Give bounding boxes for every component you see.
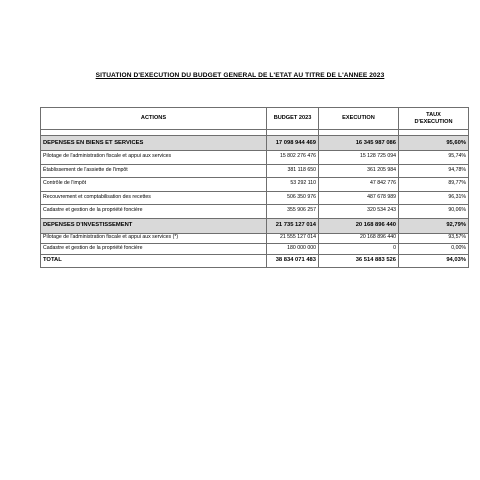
row-taux: 94,78% bbox=[399, 164, 469, 178]
table-row bbox=[41, 233, 469, 244]
section-row-investissement bbox=[41, 218, 469, 233]
row-taux: 89,77% bbox=[399, 178, 469, 192]
row-execution: 20 168 896 440 bbox=[319, 233, 399, 244]
total-row bbox=[41, 254, 469, 267]
table-row bbox=[41, 191, 469, 205]
table-row bbox=[41, 244, 469, 255]
table-header-row bbox=[41, 108, 469, 130]
row-action: Pilotage de l'administration fiscale et appui aux services (*) bbox=[41, 233, 267, 244]
row-budget: 180 000 000 bbox=[267, 244, 319, 255]
row-action: Recouvrement et comptabilisation des recettes bbox=[41, 191, 267, 205]
row-taux: 95,74% bbox=[399, 151, 469, 165]
row-execution: 15 128 725 094 bbox=[319, 151, 399, 165]
section-label: DEPENSES EN BIENS ET SERVICES bbox=[41, 136, 267, 151]
table-row bbox=[41, 205, 469, 219]
row-action: Cadastre et gestion de la propriété foncière bbox=[41, 205, 267, 219]
section-row-biens-services bbox=[41, 136, 469, 151]
table-row bbox=[41, 164, 469, 178]
section-budget: 17 098 944 469 bbox=[267, 136, 319, 151]
row-budget: 15 802 276 476 bbox=[267, 151, 319, 165]
section-taux: 95,60% bbox=[399, 136, 469, 151]
row-budget: 381 118 650 bbox=[267, 164, 319, 178]
table-row bbox=[41, 151, 469, 165]
row-budget: 355 906 257 bbox=[267, 205, 319, 219]
table-row bbox=[41, 178, 469, 192]
row-taux: 93,57% bbox=[399, 233, 469, 244]
row-taux: 90,06% bbox=[399, 205, 469, 219]
header-actions: ACTIONS bbox=[41, 108, 267, 130]
row-execution: 361 205 984 bbox=[319, 164, 399, 178]
row-taux: 96,31% bbox=[399, 191, 469, 205]
total-execution: 36 514 883 526 bbox=[319, 254, 399, 267]
row-execution: 320 534 243 bbox=[319, 205, 399, 219]
row-action: Pilotage de l'administration fiscale et appui aux services bbox=[41, 151, 267, 165]
section-budget: 21 735 127 014 bbox=[267, 218, 319, 233]
row-action: Cadastre et gestion de la propriété foncière bbox=[41, 244, 267, 255]
header-taux-line1: TAUX bbox=[426, 111, 441, 118]
header-taux-line2: D'EXECUTION bbox=[414, 118, 453, 125]
row-execution: 487 678 989 bbox=[319, 191, 399, 205]
row-taux: 0,00% bbox=[399, 244, 469, 255]
section-execution: 16 345 987 086 bbox=[319, 136, 399, 151]
row-budget: 53 292 110 bbox=[267, 178, 319, 192]
row-execution: 0 bbox=[319, 244, 399, 255]
header-taux bbox=[399, 108, 469, 130]
row-execution: 47 842 776 bbox=[319, 178, 399, 192]
total-label: TOTAL bbox=[41, 254, 267, 267]
section-label: DEPENSES D'INVESTISSEMENT bbox=[41, 218, 267, 233]
row-action: Contrôle de l'impôt bbox=[41, 178, 267, 192]
row-budget: 21 555 127 014 bbox=[267, 233, 319, 244]
total-budget: 38 834 071 483 bbox=[267, 254, 319, 267]
page-title: SITUATION D'EXECUTION DU BUDGET GENERAL DE L'ETAT AU TITRE DE L'ANNEE 2023 bbox=[95, 72, 385, 79]
row-budget: 506 350 976 bbox=[267, 191, 319, 205]
header-execution: EXECUTION bbox=[319, 108, 399, 130]
budget-execution-table bbox=[40, 107, 469, 268]
section-taux: 92,79% bbox=[399, 218, 469, 233]
section-execution: 20 168 896 440 bbox=[319, 218, 399, 233]
total-taux: 94,03% bbox=[399, 254, 469, 267]
row-action: Établissement de l'assiette de l'impôt bbox=[41, 164, 267, 178]
header-budget: BUDGET 2023 bbox=[267, 108, 319, 130]
